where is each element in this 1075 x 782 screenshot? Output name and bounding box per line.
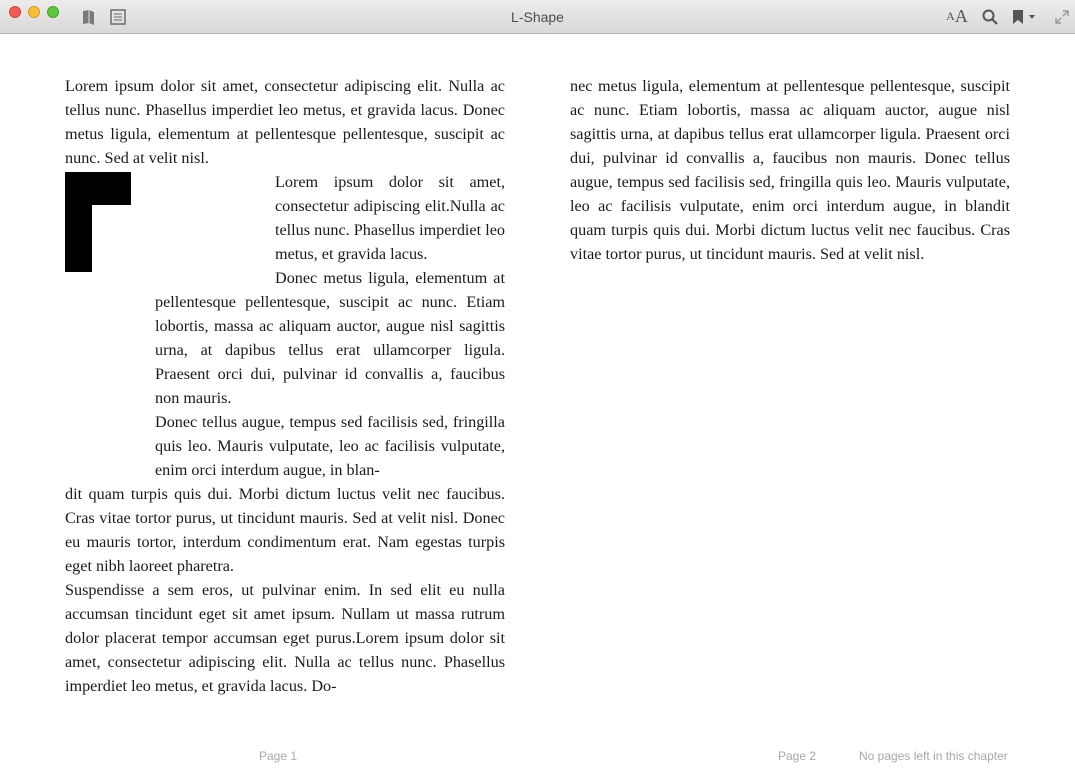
fullscreen-icon[interactable] bbox=[1054, 8, 1070, 26]
paragraph: dit quam turpis quis dui. Morbi dictum luctus velit nec faucibus. Cras vitae tortor purus, ut tincidunt mauris. Sed at velit nisl. Donec eu mauris tortor, interdum condimentum erat. Nam egestas turpis eget nibh laoreet pharetra. bbox=[65, 485, 505, 575]
bookmark-icon[interactable] bbox=[1011, 8, 1037, 26]
title-bar bbox=[0, 0, 1075, 34]
search-icon[interactable] bbox=[981, 8, 998, 26]
paragraph: Donec tellus augue, tempus sed facilisis sed, fringilla quis leo. Mauris vulputate, leo ac facilisis vulputate, enim orci interdum augue, in blan- bbox=[155, 413, 505, 479]
paragraph: Donec metus ligula, elementum at pellentesque pellentesque, suscipit ac nunc. Etiam lobortis, massa ac aliquam auctor, augue nisl sagittis urna, at dapibus tellus erat ullamcorper ligula. Praesent orci dui, pulvinar id convallis a, faucibus non mauris. bbox=[155, 269, 505, 407]
paragraph: nec metus ligula, elementum at pellentesque pellentesque, suscipit ac nunc. Etiam lobortis, massa ac aliquam auctor, augue nisl sagittis urna, at dapibus tellus erat ullamcorper ligula. Praesent orci dui, pulvinar id convallis a, faucibus non mauris. Donec tellus augue, tempus sed facilisis sed, fringilla quis leo. Mauris vulputate, leo ac facilisis vulputate, enim orci interdum augue, in blandit quam turpis quis dui. Morbi dictum luctus velit nec faucibus. Cras vitae tortor purus, ut tincidunt mauris. Sed at velit nisl. bbox=[570, 77, 1010, 263]
paragraph: Suspendisse a sem eros, ut pulvinar enim. In sed elit eu nulla accumsan tincidunt eget sit amet ipsum. Nullam ut massa rutrum dolor placerat tempor accumsan eget purus.Lorem ipsum dolor sit amet, consectetur adipiscing elit. Nulla ac tellus nunc. Phasellus imperdiet leo metus, et gravida lacus. Do- bbox=[65, 581, 505, 695]
paragraph: Lorem ipsum dolor sit amet, consectetur adipiscing elit. Nulla ac tellus nunc. Phasellus imperdiet leo metus, et gravida lacus. Donec metus ligula, elementum at pellentesque pellentesque, suscipit ac nunc. Sed at velit nisl. bbox=[65, 77, 505, 167]
chapter-status: No pages left in this chapter bbox=[859, 749, 1008, 763]
shape-wrap-region bbox=[65, 170, 505, 482]
left-page-column bbox=[65, 74, 505, 698]
page-number-left: Page 1 bbox=[259, 749, 298, 763]
font-size-icon[interactable]: A A bbox=[946, 6, 968, 26]
page-number-right: Page 2 bbox=[778, 749, 817, 763]
paragraph: Lorem ipsum dolor sit amet, consectetur adipiscing elit.Nulla ac tellus nunc. Phasellus imperdiet leo metus, et gravida lacus. bbox=[275, 173, 505, 263]
right-page-column bbox=[570, 74, 1010, 266]
window-title: L-Shape bbox=[511, 9, 564, 25]
l-shape-figure bbox=[65, 172, 131, 272]
